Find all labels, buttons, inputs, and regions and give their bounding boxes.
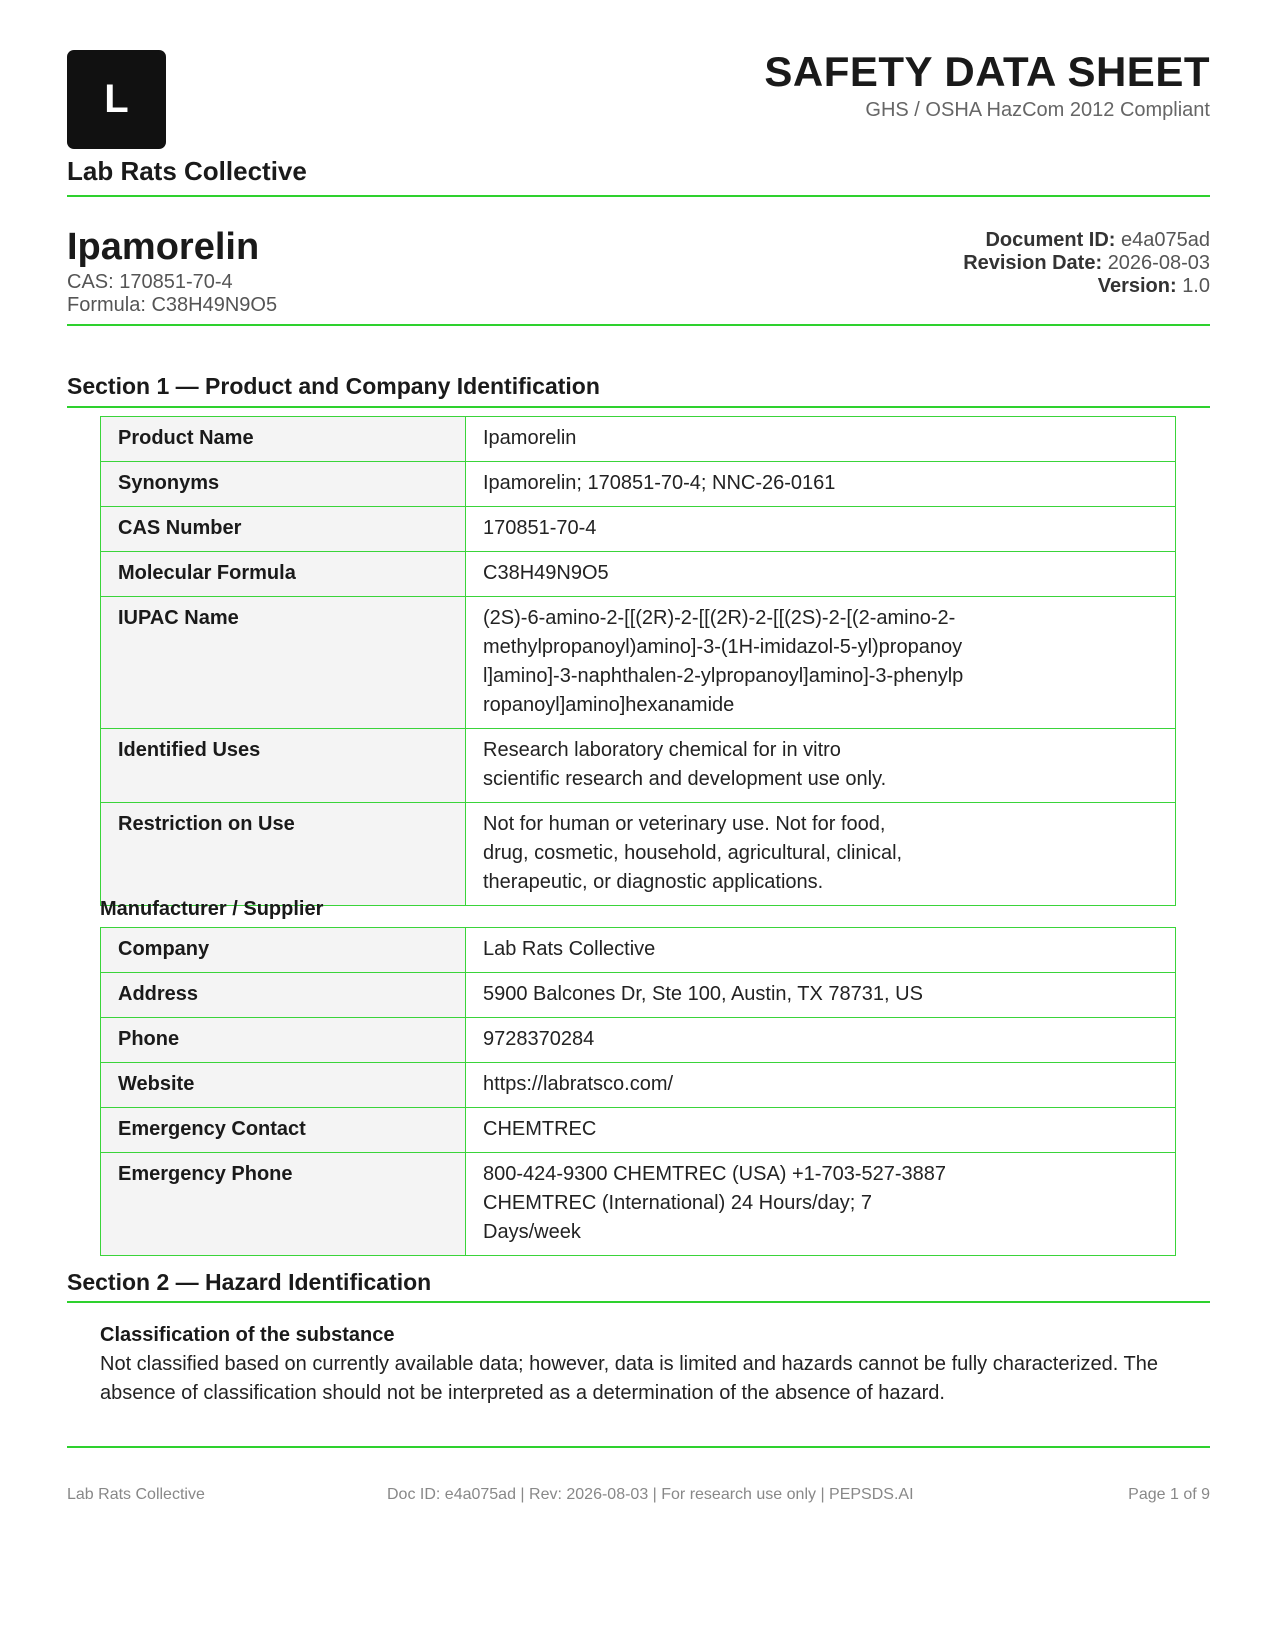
row-key: Identified Uses: [101, 729, 466, 803]
document-id: [963, 229, 1210, 252]
footer-divider: [67, 1446, 1210, 1448]
document-id-value: e4a075ad: [1121, 229, 1210, 251]
company-name: Lab Rats Collective: [67, 156, 307, 186]
row-key: Address: [101, 973, 466, 1018]
section-1-title: Section 1 — Product and Company Identification: [67, 373, 600, 399]
table-row: [101, 417, 1176, 462]
supplier-title: Manufacturer / Supplier: [100, 898, 324, 920]
revision-date-label: Revision Date:: [963, 252, 1103, 274]
section-2-title: Section 2 — Hazard Identification: [67, 1269, 432, 1295]
row-value: 5900 Balcones Dr, Ste 100, Austin, TX 78731, US: [466, 973, 1176, 1018]
revision-date-value: 2026-08-03: [1107, 252, 1210, 274]
document-id-label: Document ID:: [985, 229, 1116, 251]
document-meta: [963, 229, 1210, 298]
row-value: C38H49N9O5: [466, 552, 1176, 597]
website-link[interactable]: https://labratsco.com/: [466, 1063, 1176, 1108]
row-key: Product Name: [101, 417, 466, 462]
row-key: Phone: [101, 1018, 466, 1063]
classification-title: Classification of the substance: [100, 1324, 395, 1346]
row-key: Website: [101, 1063, 466, 1108]
row-value: 800-424-9300 CHEMTREC (USA) +1-703-527-3887 CHEMTREC (International) 24 Hours/day; 7 Days/week: [466, 1153, 1176, 1256]
section-1-divider: [67, 406, 1210, 408]
table-row: [101, 803, 1176, 906]
table-row: [101, 597, 1176, 729]
document-title: SAFETY DATA SHEET: [764, 48, 1210, 95]
row-key: IUPAC Name: [101, 597, 466, 729]
row-value: Not for human or veterinary use. Not for food, drug, cosmetic, household, agricultural, clinical, therapeutic, or diagnostic applications.: [466, 803, 1176, 906]
table-row: [101, 973, 1176, 1018]
table-row: [101, 1153, 1176, 1256]
row-value: CHEMTREC: [466, 1108, 1176, 1153]
table-row: [101, 552, 1176, 597]
table-row: [101, 928, 1176, 973]
row-value: Lab Rats Collective: [466, 928, 1176, 973]
version: [963, 275, 1210, 298]
supplier-table: [100, 927, 1176, 1256]
product-divider: [67, 324, 1210, 326]
document-subtitle: GHS / OSHA HazCom 2012 Compliant: [865, 99, 1210, 121]
footer-doc-info: Doc ID: e4a075ad | Rev: 2026-08-03 | For research use only | PEPSDS.AI: [387, 1486, 914, 1503]
footer-company: Lab Rats Collective: [67, 1486, 205, 1503]
product-formula: Formula: C38H49N9O5: [67, 294, 278, 316]
table-row: [101, 507, 1176, 552]
row-value: (2S)-6-amino-2-[[(2R)-2-[[(2R)-2-[[(2S)-2-[(2-amino-2-methylpropanoyl)amino]-3-(1H-imidazol-5-yl)propanoyl]amino]-3-naphthalen-2-ylpropanoyl]amino]-3-phenylpropanoyl]amino]hexanamide: [466, 597, 1176, 729]
row-value: Ipamorelin: [466, 417, 1176, 462]
revision-date: [963, 252, 1210, 275]
classification-text: Not classified based on currently available data; however, data is limited and hazards cannot be fully characterized. The absence of classification should not be interpreted as a determination of the absence of hazard.: [100, 1353, 1159, 1404]
version-label: Version:: [1097, 275, 1177, 297]
row-key: Synonyms: [101, 462, 466, 507]
row-key: Company: [101, 928, 466, 973]
table-row: [101, 462, 1176, 507]
row-key: Restriction on Use: [101, 803, 466, 906]
section-2-divider: [67, 1301, 1210, 1303]
table-row: [101, 729, 1176, 803]
row-key: Emergency Contact: [101, 1108, 466, 1153]
row-value: 9728370284: [466, 1018, 1176, 1063]
footer-page-number: Page 1 of 9: [1128, 1486, 1210, 1503]
product-identification-table: [100, 416, 1176, 906]
table-row: [101, 1108, 1176, 1153]
version-value: 1.0: [1182, 275, 1210, 297]
row-value: Ipamorelin; 170851-70-4; NNC-26-0161: [466, 462, 1176, 507]
logo-letter: L: [104, 77, 129, 121]
company-logo: [67, 50, 166, 149]
row-value: Research laboratory chemical for in vitro scientific research and development use only.: [466, 729, 1176, 803]
product-cas: CAS: 170851-70-4: [67, 271, 233, 293]
product-name: Ipamorelin: [67, 226, 260, 268]
table-row: [101, 1063, 1176, 1108]
table-row: [101, 1018, 1176, 1063]
row-key: Molecular Formula: [101, 552, 466, 597]
row-key: CAS Number: [101, 507, 466, 552]
row-value: 170851-70-4: [466, 507, 1176, 552]
header-divider: [67, 195, 1210, 197]
row-key: Emergency Phone: [101, 1153, 466, 1256]
